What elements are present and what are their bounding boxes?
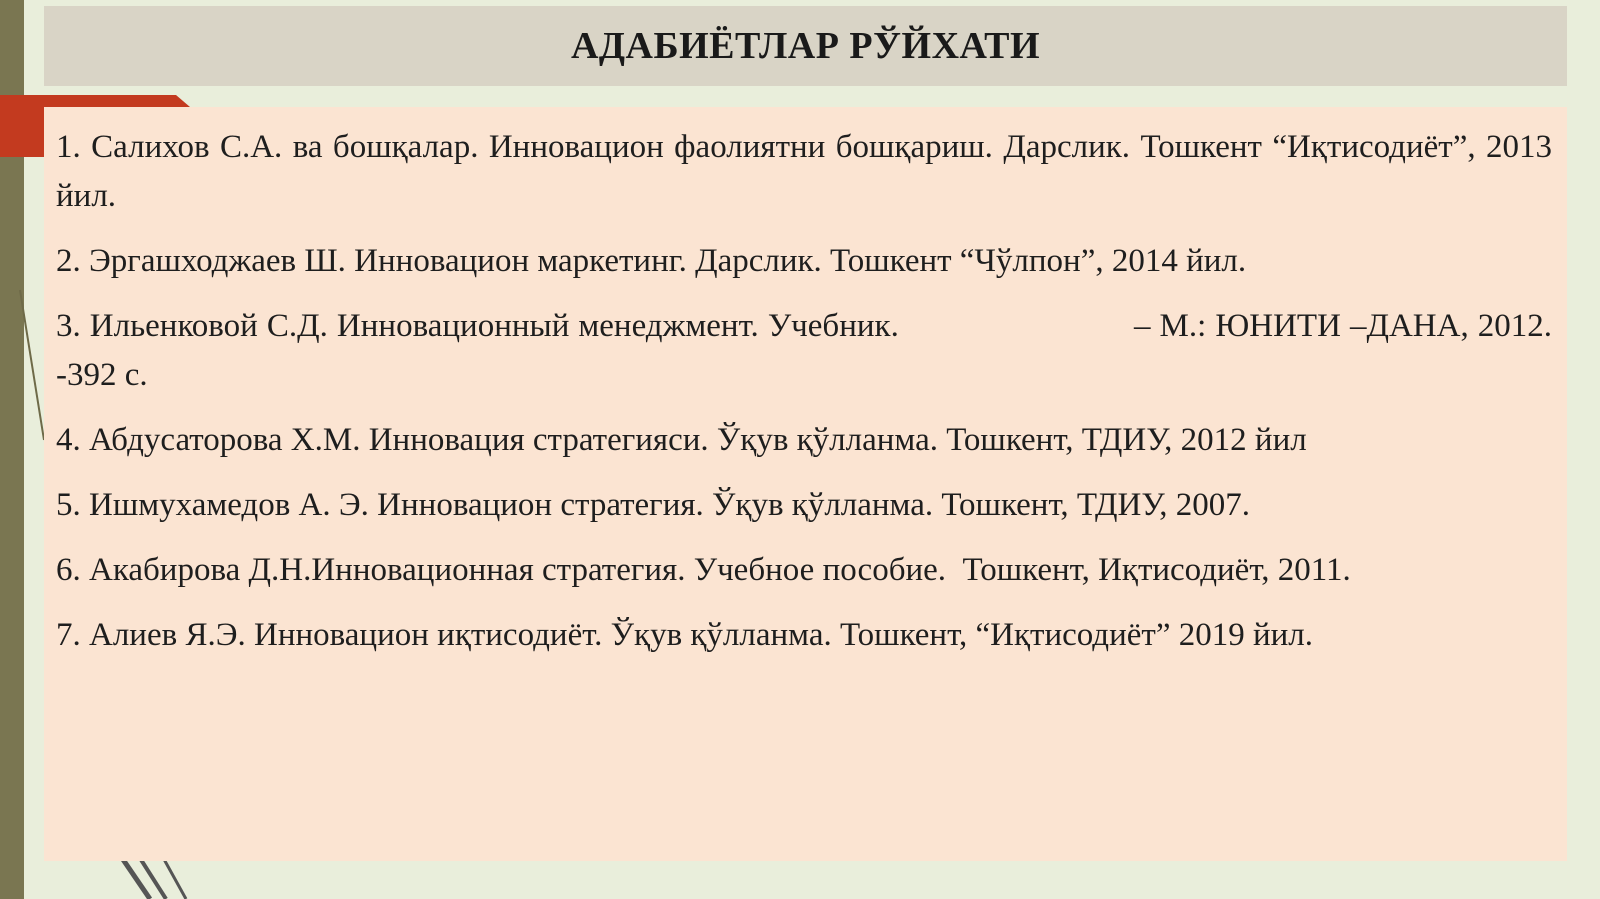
- reference-item: 5. Ишмухамедов А. Э. Инновацион стратегия. Ўқув қўлланма. Тошкент, ТДИУ, 2007.: [56, 487, 1251, 523]
- reference-item: 3. Ильенковой С.Д. Инновационный менеджмент. Учебник. – М.: ЮНИТИ –ДАНА, 2012. -392 с.: [56, 308, 1561, 393]
- title-band: [44, 6, 1567, 86]
- reference-item: 2. Эргашходжаев Ш. Инновацион маркетинг. Дарслик. Тошкент “Чўлпон”, 2014 йил.: [56, 243, 1247, 279]
- reference-list: [56, 123, 1561, 676]
- reference-item: 1. Салихов С.А. ва бошқалар. Инновацион фаолиятни бошқариш. Дарслик. Тошкент “Иқтисодиёт”, 2013 йил.: [56, 129, 1561, 214]
- content-panel: [44, 107, 1567, 861]
- slide-title: АДАБИЁТЛАР РЎЙХАТИ: [570, 25, 1041, 67]
- reference-item: 6. Акабирова Д.Н.Инновационная стратегия. Учебное пособие. Тошкент, Иқтисодиёт, 2011.: [56, 552, 1351, 588]
- reference-item: 4. Абдусаторова Х.М. Инновация стратегияси. Ўқув қўлланма. Тошкент, ТДИУ, 2012 йил: [56, 422, 1307, 458]
- reference-item: 7. Алиев Я.Э. Инновацион иқтисодиёт. Ўқув қўлланма. Тошкент, “Иқтисодиёт” 2019 йил.: [56, 617, 1314, 653]
